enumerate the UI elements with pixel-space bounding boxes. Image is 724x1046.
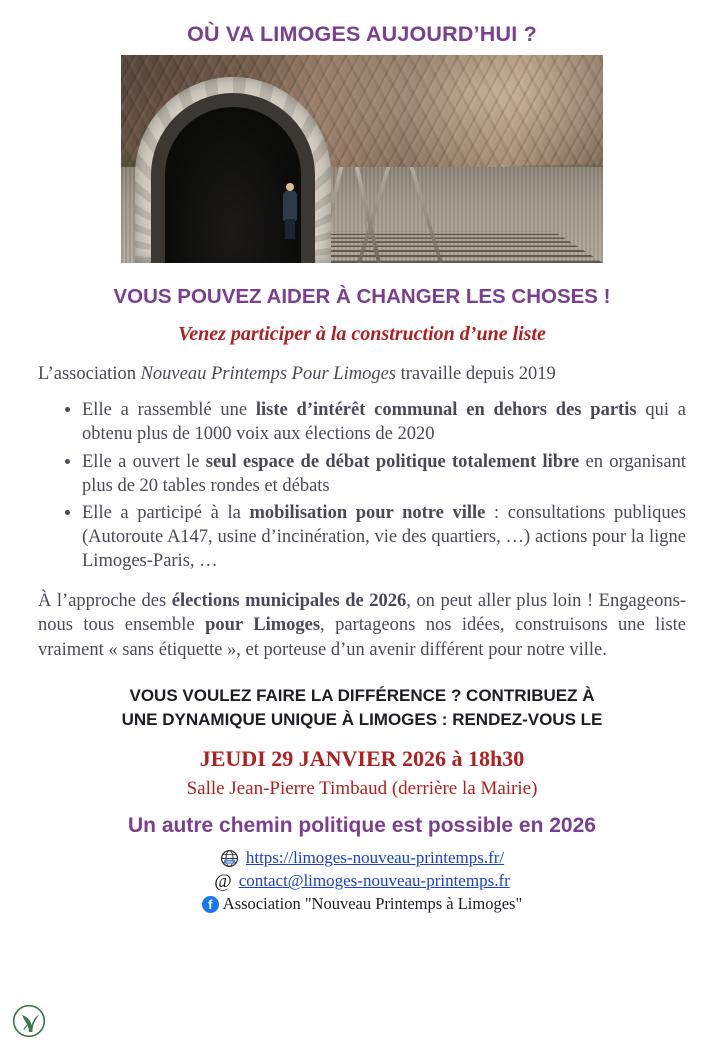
list-item bbox=[82, 501, 686, 573]
bullet-1-text-2: qui a obtenu plus de 1000 voix aux élections de 2020 bbox=[82, 400, 686, 445]
intro-text-after: travaille depuis 2019 bbox=[395, 364, 556, 384]
bullet-2-bold-1: seul espace de débat politique totalement libre bbox=[205, 451, 580, 472]
facebook-row[interactable] bbox=[0, 894, 724, 914]
person-legs bbox=[285, 219, 295, 239]
event-date: JEUDI 29 JANVIER 2026 à 18h30 bbox=[199, 746, 525, 772]
bullet-3-text-2: : consultations publiques (Autoroute A147, usine d’incinération, vie des quartiers, …) actions pour la ligne Limoges-Paris, … bbox=[82, 502, 687, 571]
organization-logo bbox=[12, 1004, 46, 1038]
website-row[interactable] bbox=[0, 848, 724, 868]
person-head bbox=[286, 183, 294, 191]
tunnel-portal bbox=[135, 77, 331, 263]
facebook-page-name: Association "Nouveau Printemps à Limoges" bbox=[222, 894, 523, 914]
email-link[interactable]: contact@limoges-nouveau-printemps.fr bbox=[238, 871, 510, 891]
closing-paragraph bbox=[38, 589, 686, 662]
event-venue: Salle Jean-Pierre Timbaud (derrière la Mairie) bbox=[186, 778, 538, 800]
cta-line-2: UNE DYNAMIQUE UNIQUE À LIMOGES : RENDEZ-VOUS LE bbox=[121, 710, 603, 730]
facebook-icon: f bbox=[202, 896, 219, 913]
subtitle-primary: VOUS POUVEZ AIDER À CHANGER LES CHOSES ! bbox=[113, 285, 611, 308]
subtitle-secondary: Venez participer à la construction d’une liste bbox=[178, 323, 546, 345]
para2-text-2: , on peut aller plus loin ! Engageons-nous tous ensemble bbox=[38, 590, 687, 636]
contact-links bbox=[0, 848, 724, 914]
globe-icon bbox=[220, 849, 239, 868]
bullet-3-text-1: Elle a participé à la bbox=[82, 502, 250, 523]
achievements-list bbox=[60, 398, 686, 572]
bullet-2-text-2: en organisant plus de 20 tables rondes et débats bbox=[82, 451, 686, 496]
list-item bbox=[82, 450, 686, 498]
association-name: Nouveau Printemps Pour Limoges bbox=[140, 364, 396, 384]
bullet-3-bold-1: mobilisation pour notre ville bbox=[249, 502, 486, 523]
page-title: OÙ VA LIMOGES AUJOURD’HUI ? bbox=[187, 22, 537, 46]
para2-bold-1: élections municipales de 2026 bbox=[171, 590, 407, 611]
intro-text-before: L’association bbox=[38, 364, 141, 384]
bullet-1-bold-1: liste d’intérêt communal en dehors des partis bbox=[255, 400, 637, 421]
call-to-action bbox=[30, 684, 694, 732]
para2-text-3: , partageons nos idées, construisons une liste vraiment « sans étiquette », et porteuse d’un avenir différent pour notre ville. bbox=[38, 615, 686, 660]
bullet-2-text-1: Elle a ouvert le bbox=[82, 451, 206, 472]
email-row[interactable] bbox=[0, 871, 724, 891]
intro-paragraph bbox=[38, 362, 686, 386]
at-icon: @ bbox=[214, 870, 232, 892]
slogan: Un autre chemin politique est possible en 2026 bbox=[128, 814, 596, 838]
railway-tunnel-photo bbox=[121, 55, 603, 263]
para2-text-1: À l’approche des bbox=[38, 590, 172, 611]
svg-text:www: www bbox=[225, 859, 233, 864]
website-link[interactable]: https://limoges-nouveau-printemps.fr/ bbox=[245, 848, 505, 868]
cta-line-1: VOUS VOULEZ FAIRE LA DIFFÉRENCE ? CONTRIBUEZ À bbox=[129, 685, 595, 705]
person-body bbox=[283, 191, 297, 221]
person-standing bbox=[281, 183, 299, 239]
list-item bbox=[82, 398, 686, 446]
para2-bold-2: pour Limoges bbox=[205, 615, 321, 636]
flyer-page bbox=[0, 22, 724, 1046]
bullet-1-text-1: Elle a rassemblé une bbox=[82, 400, 256, 421]
